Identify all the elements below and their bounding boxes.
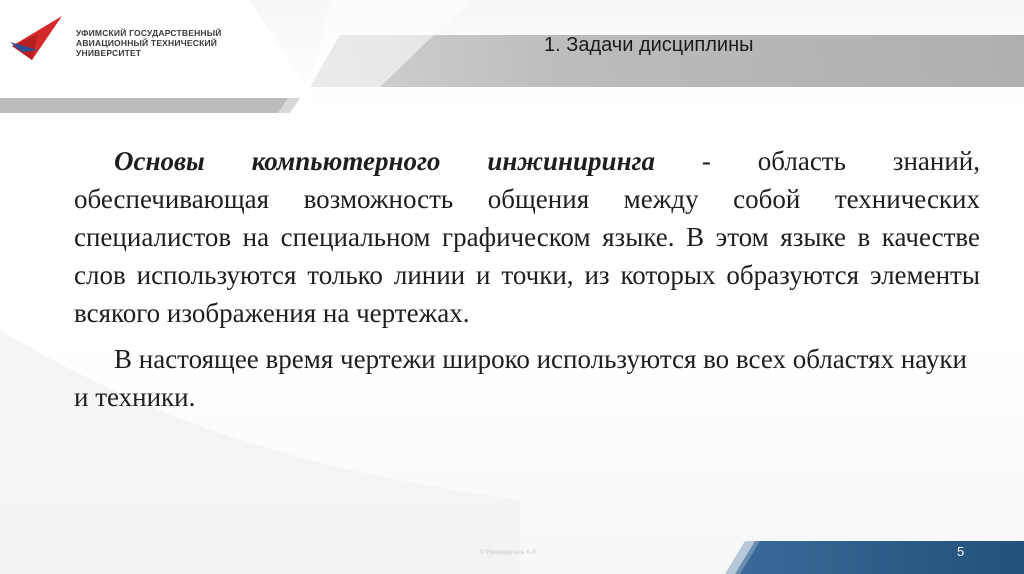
footer-credit: © Руководитель К.И.: [480, 550, 538, 556]
university-name: [76, 28, 222, 58]
paragraph-definition: [74, 142, 980, 332]
definition-text: - область знаний, обеспечивающая возможность общения между собой технических специалистов на специальном графическом языке. В этом языке в качестве слов используются только линии и точки, из которых образуются элементы всякого изображения на чертежах.: [74, 146, 980, 328]
university-name-line: УФИМСКИЙ ГОСУДАРСТВЕННЫЙ: [76, 28, 222, 38]
slide-title: 1. Задачи дисциплины: [544, 34, 754, 56]
paragraph-usage: В настоящее время чертежи широко используются во всех областях науки и техники.: [74, 344, 967, 412]
page-number: 5: [957, 544, 965, 559]
defined-term: Основы компьютерного инжиниринга: [114, 146, 656, 176]
university-name-line: АВИАЦИОННЫЙ ТЕХНИЧЕСКИЙ: [76, 38, 218, 48]
university-name-line: УНИВЕРСИТЕТ: [76, 48, 142, 58]
ugatu-logo-icon: [8, 12, 70, 64]
slide-body: [74, 142, 980, 416]
